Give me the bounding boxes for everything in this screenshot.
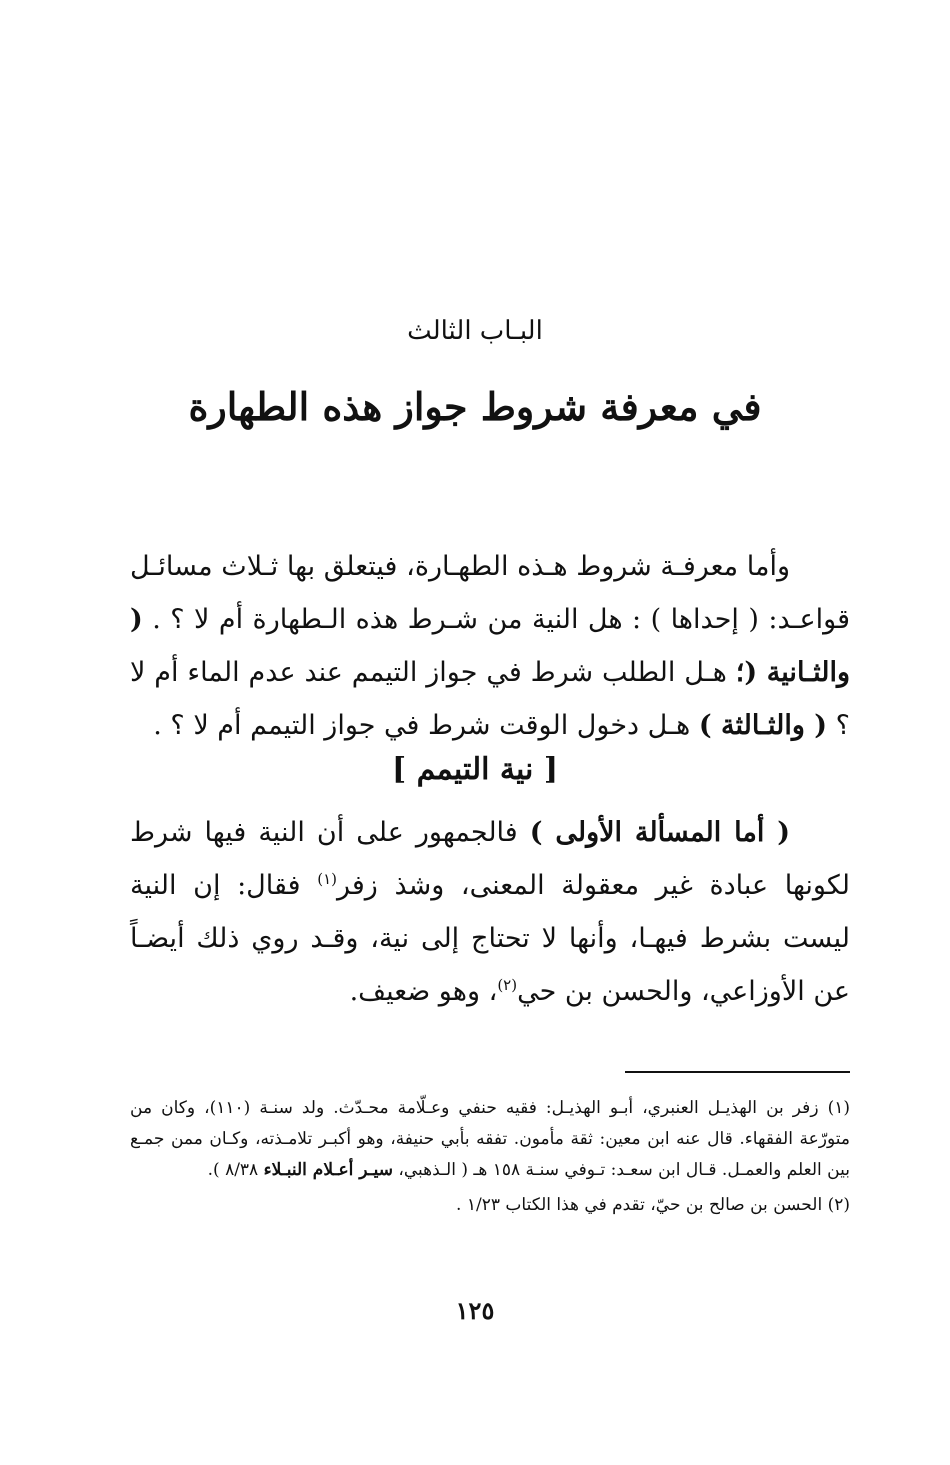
intro-text-2: هـل الطلب شرط في جواز التيمم عند عدم الماء أم لا ؟	[130, 657, 850, 741]
first-issue-paragraph	[130, 806, 850, 1018]
page-number: ١٢٥	[455, 1296, 495, 1325]
footnote-ref-1: (١)	[317, 870, 337, 888]
first-issue-label: ( أما المسألة الأولى )	[529, 817, 790, 848]
first-issue-text-b: فقال: إن النية ليست بشرط فيهـا، وأنها لا تحتاج إلى نية، وقـد روي ذلك أيضـاً عن الأوزاعي، والحسن بن حي	[130, 870, 850, 1007]
footnote-divider	[625, 1071, 850, 1073]
footnote-1-source: سيـر أعـلام النبـلاء	[263, 1160, 393, 1180]
intro-paragraph	[130, 540, 850, 752]
footnote-1-end: ٨/٣٨ ).	[207, 1160, 264, 1180]
first-issue-text-a: فالجمهور على أن النية فيها شرط لكونها عبادة غير معقولة المعنى، وشذ زفر	[130, 817, 850, 901]
intro-text-3: هـل دخول الوقت شرط في جواز التيمم أم لا ؟ .	[153, 710, 699, 741]
section-heading: [ نية التيمم ]	[391, 752, 559, 787]
intro-text-1: وأما معرفـة شروط هـذه الطهـارة، فيتعلق بها ثـلاث مسائـل قواعـد: ( إحداها ) : هل النية من شـرط هذه الـطهارة أم لا ؟ .	[130, 551, 850, 635]
chapter-label: البـاب الثالث	[407, 316, 543, 346]
footnote-2: (٢) الحسن بن صالح بن حيّ، تقدم في هذا الكتاب ١/٢٣ .	[456, 1195, 850, 1215]
footnotes	[130, 1093, 850, 1225]
second-question-label: ( والثـانية (؛	[130, 604, 850, 688]
first-issue-text-c: ، وهو ضعيف.	[349, 976, 498, 1007]
chapter-title: في معرفة شروط جواز هذه الطهارة	[188, 384, 762, 429]
footnote-ref-2: (٢)	[497, 976, 518, 994]
footnote-1	[130, 1093, 850, 1186]
third-question-label: ( والثـالثة )	[698, 710, 828, 741]
footnote-1-text: (١) زفر بن الهذيـل العنبري، أبـو الهذيـل: فقيه حنفي وعـلّامة محـدّث. ولد سنـة (١١٠)، وكان من متورّعة الفقهاء. قال عنه ابن معين: ثقة مأمون. تفقه بأبي حنيفة، وهو أكبـر تلامـذته، وكـان ممن جمـع بين العلم والعمـل. قـال ابن سعـد: تـوفي سنـة ١٥٨ هـ ( الـذهبي،	[130, 1098, 850, 1180]
